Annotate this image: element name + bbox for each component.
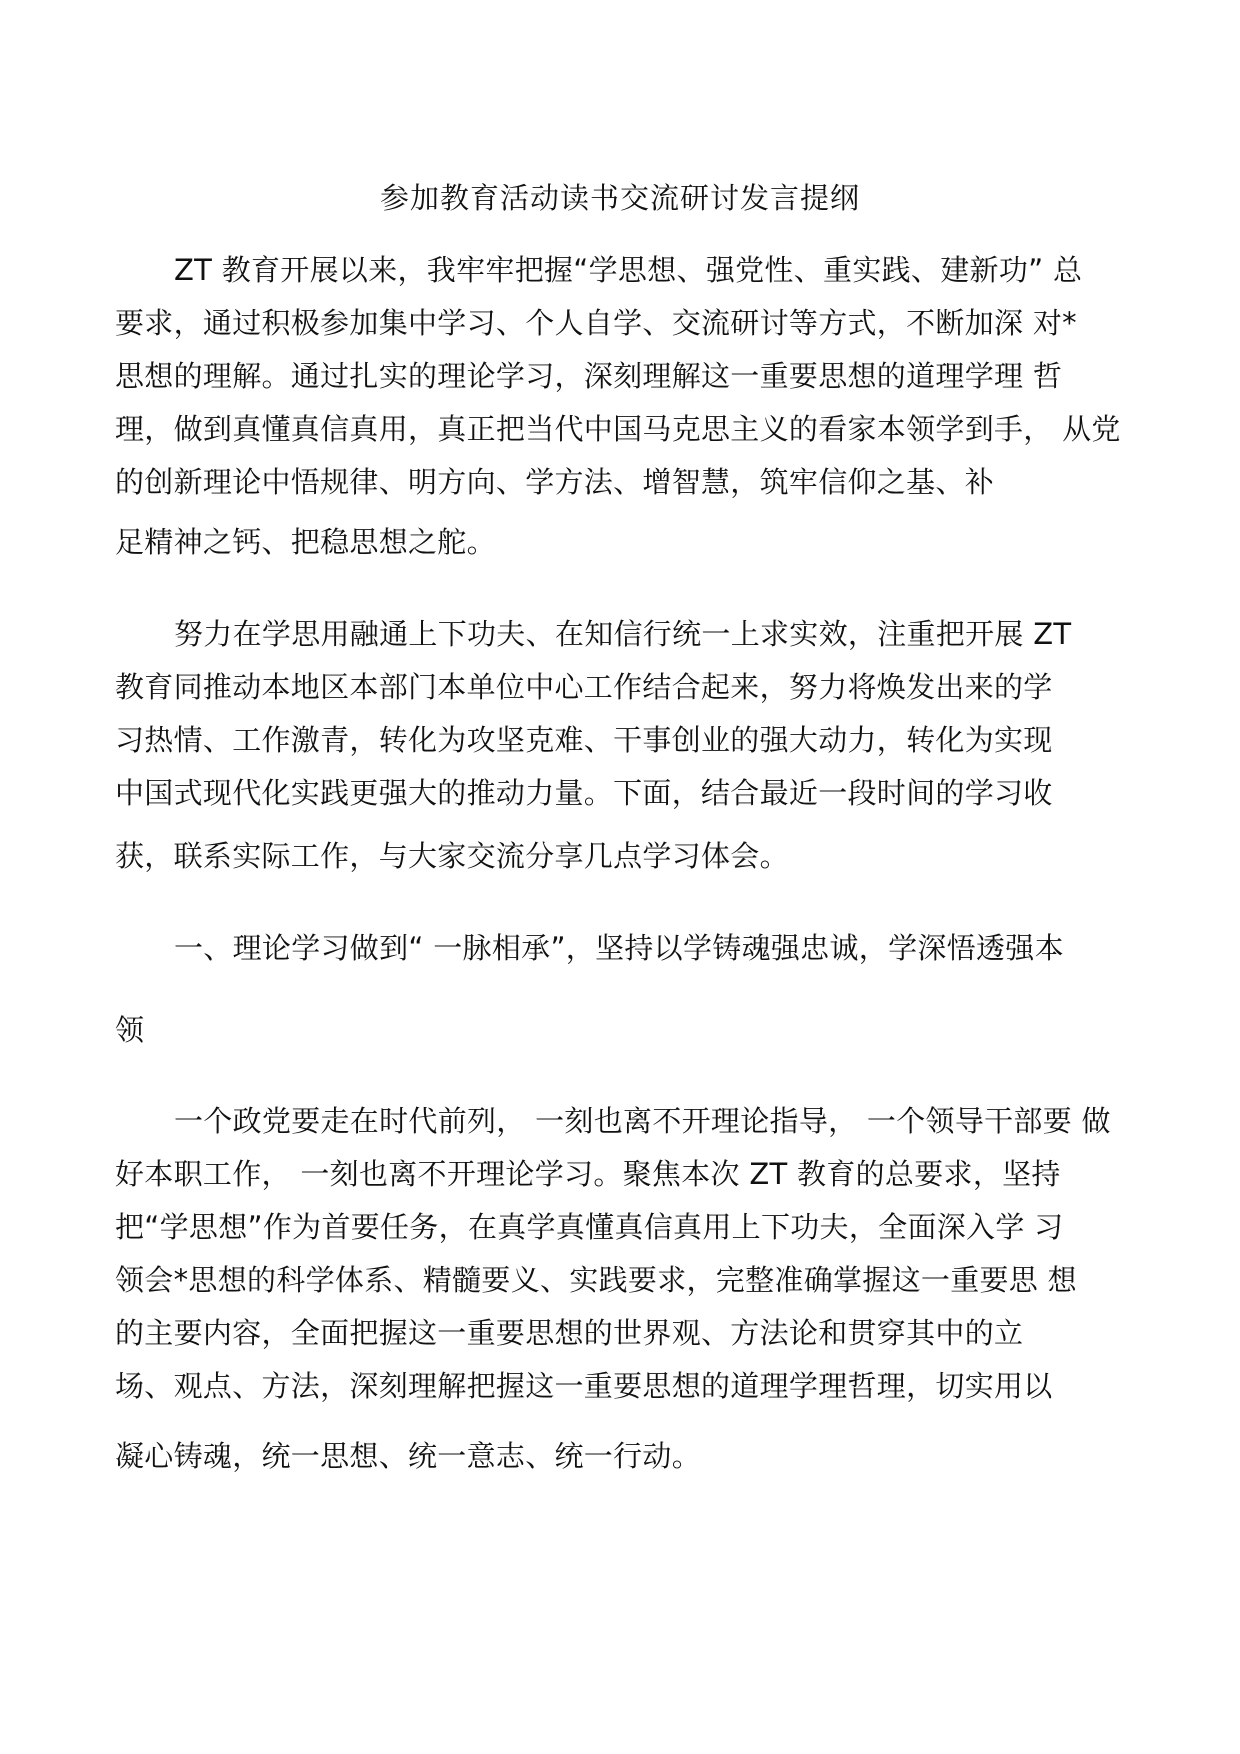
section-heading: 一、理论学习做到“ 一脉相承”，坚持以学铸魂强忠诚，学深悟透强本 xyxy=(174,931,1064,965)
paragraph-line: 凝心铸魂，统一思想、统一意志、统一行动。 xyxy=(115,1439,702,1473)
paragraph-line: 一个政党要走在时代前列， 一刻也离不开理论指导， 一个领导干部要 做 xyxy=(174,1104,1111,1138)
paragraph-line: 思想的理解。通过扎实的理论学习，深刻理解这一重要思想的道理学理 哲 xyxy=(115,359,1063,393)
paragraph-line: 习热情、工作激青，转化为攻坚克难、干事创业的强大动力，转化为实现 xyxy=(115,723,1053,757)
paragraph-line: ZT 教育开展以来，我牢牢把握“学思想、强党性、重实践、建新功” 总 xyxy=(174,253,1083,287)
paragraph-line: 足精神之钙、把稳思想之舵。 xyxy=(115,525,496,559)
paragraph-line: 教育同推动本地区本部门本单位中心工作结合起来，努力将焕发出来的学 xyxy=(115,670,1053,704)
paragraph-line: 好本职工作， 一刻也离不开理论学习。聚焦本次 ZT 教育的总要求，坚持 xyxy=(115,1157,1061,1191)
paragraph-line: 获，联系实际工作，与大家交流分享几点学习体会。 xyxy=(115,839,789,873)
paragraph-line: 场、观点、方法，深刻理解把握这一重要思想的道理学理哲理，切实用以 xyxy=(115,1369,1053,1403)
paragraph-line: 中国式现代化实践更强大的推动力量。下面，结合最近一段时间的学习收 xyxy=(115,776,1053,810)
paragraph-line: 的主要内容，全面把握这一重要思想的世界观、方法论和贯穿其中的立 xyxy=(115,1316,1024,1350)
document-title: 参加教育活动读书交流研讨发言提纲 xyxy=(379,181,860,215)
paragraph-line: 的创新理论中悟规律、明方向、学方法、增智慧，筑牢信仰之基、补 xyxy=(115,465,995,499)
paragraph-line: 领会*思想的科学体系、精髓要义、实践要求，完整准确掌握这一重要思 想 xyxy=(115,1263,1077,1297)
paragraph-line: 把“学思想”作为首要任务，在真学真懂真信真用上下功夫，全面深入学 习 xyxy=(115,1210,1064,1244)
paragraph-line: 要求，通过积极参加集中学习、个人自学、交流研讨等方式，不断加深 对* xyxy=(115,306,1077,340)
paragraph-line: 理，做到真懂真信真用，真正把当代中国马克思主义的看家本领学到手， 从党 xyxy=(115,412,1121,446)
paragraph-line: 努力在学思用融通上下功夫、在知信行统一上求实效，注重把开展 ZT xyxy=(174,617,1072,651)
section-heading-continued: 领 xyxy=(115,1013,145,1047)
